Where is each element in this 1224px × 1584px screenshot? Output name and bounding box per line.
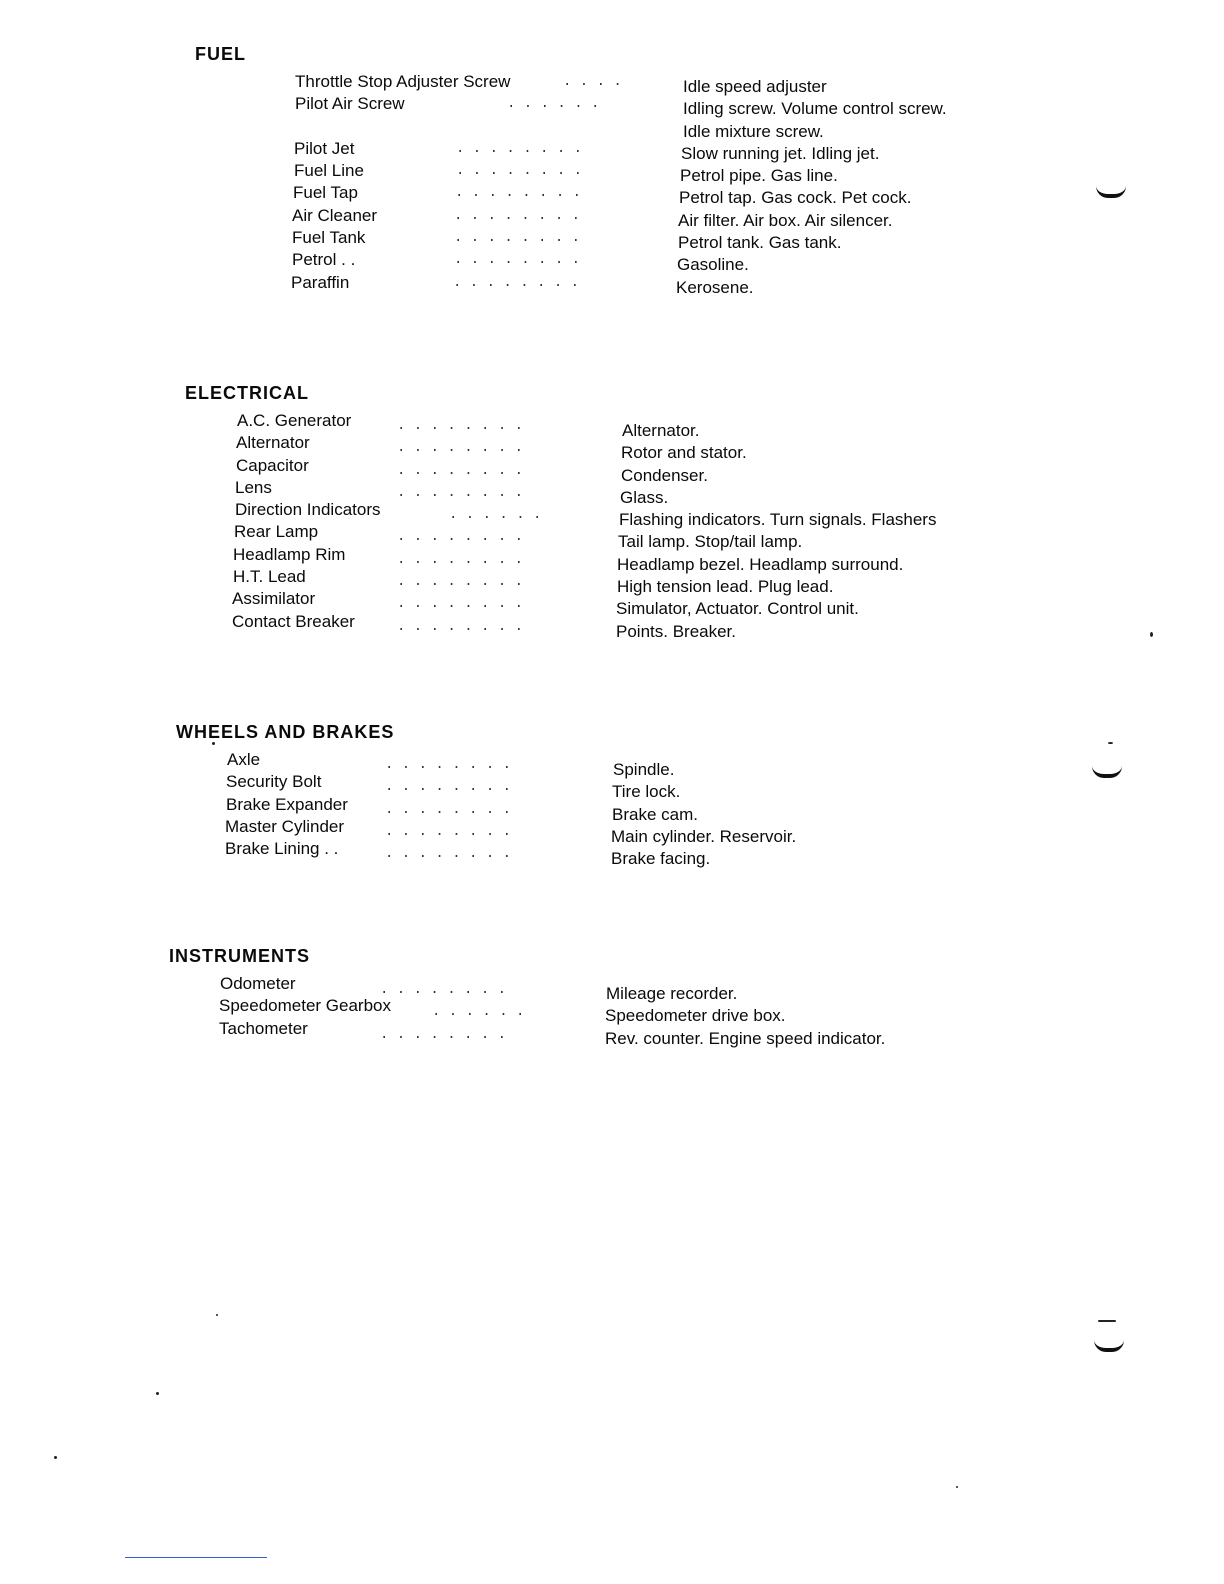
term: Assimilator bbox=[232, 589, 316, 609]
glossary-row bbox=[295, 116, 1065, 141]
term: Capacitor bbox=[236, 455, 309, 475]
glossary-row bbox=[237, 410, 1005, 440]
definition: Petrol pipe. Gas line. bbox=[680, 166, 838, 186]
glossary-row bbox=[226, 794, 996, 824]
glossary-row bbox=[292, 205, 1065, 230]
leader-dots: . . . . . . . . bbox=[397, 462, 524, 479]
glossary-row bbox=[291, 272, 1065, 297]
section-instruments bbox=[169, 946, 989, 1048]
scan-speck bbox=[1098, 1320, 1116, 1322]
term: Fuel Line bbox=[294, 161, 364, 181]
leader-dots: . . . . . . . . bbox=[397, 484, 524, 501]
glossary-row bbox=[234, 521, 1005, 552]
term: Brake Lining . . bbox=[225, 839, 339, 859]
leader-dots: . . . . . . . . bbox=[385, 779, 512, 796]
definition: Main cylinder. Reservoir. bbox=[611, 826, 797, 846]
glossary-row bbox=[227, 749, 996, 779]
term: Tachometer bbox=[219, 1018, 308, 1038]
scan-speck bbox=[156, 1392, 159, 1395]
leader-dots: . . . . . . . . bbox=[397, 551, 524, 568]
definition: Tail lamp. Stop/tail lamp. bbox=[618, 532, 803, 552]
definition: Tire lock. bbox=[612, 782, 681, 802]
scan-speck bbox=[956, 1486, 958, 1488]
term: Air Cleaner bbox=[292, 205, 378, 225]
definition: Simulator, Actuator. Control unit. bbox=[616, 599, 859, 619]
section-heading: INSTRUMENTS bbox=[169, 946, 310, 966]
glossary-row bbox=[295, 93, 1065, 119]
section-heading: WHEELS AND BRAKES bbox=[176, 722, 395, 742]
leader-dots: . . . . bbox=[563, 74, 622, 90]
leader-dots: . . . . . . . . bbox=[397, 440, 524, 457]
glossary-row bbox=[293, 182, 1065, 208]
leader-dots: . . . . . . bbox=[432, 1004, 525, 1021]
definition: Air filter. Air box. Air silencer. bbox=[678, 210, 893, 230]
glossary-row bbox=[219, 995, 989, 1026]
definition: Idle speed adjuster bbox=[683, 77, 827, 96]
definition: Condenser. bbox=[621, 465, 708, 485]
glossary-row bbox=[226, 771, 996, 802]
definition: Petrol tap. Gas cock. Pet cock. bbox=[679, 188, 912, 208]
definition: Flashing indicators. Turn signals. Flashers bbox=[619, 510, 937, 530]
glossary-row bbox=[292, 249, 1065, 275]
definition: Slow running jet. Idling jet. bbox=[681, 143, 880, 163]
term: Odometer bbox=[220, 974, 296, 993]
leader-dots: . . . . . . bbox=[449, 507, 542, 524]
term: Throttle Stop Adjuster Screw bbox=[295, 72, 511, 91]
glossary-row bbox=[220, 973, 989, 1003]
term: Speedometer Gearbox bbox=[219, 996, 391, 1016]
term: Master Cylinder bbox=[225, 816, 345, 836]
binding-mark bbox=[1092, 766, 1122, 778]
definition: Spindle. bbox=[613, 760, 675, 779]
glossary-row bbox=[295, 71, 1065, 96]
definition: Kerosene. bbox=[676, 277, 754, 297]
definition: Petrol tank. Gas tank. bbox=[678, 233, 842, 253]
section-wheels-and-brakes bbox=[176, 722, 996, 869]
leader-dots: . . . . . . . . bbox=[385, 846, 512, 863]
term: Fuel Tap bbox=[293, 183, 358, 203]
electrical-rows bbox=[185, 410, 1005, 641]
definition: Brake facing. bbox=[611, 849, 711, 869]
glossary-row bbox=[235, 477, 1005, 507]
leader-dots: . . . . . . . . bbox=[454, 252, 581, 269]
definition: Brake cam. bbox=[612, 804, 698, 824]
definition: Points. Breaker. bbox=[616, 621, 737, 641]
leader-dots: . . . . . . . . bbox=[385, 801, 512, 818]
glossary-row bbox=[235, 499, 1005, 530]
definition: Rotor and stator. bbox=[621, 443, 747, 463]
definition: Gasoline. bbox=[677, 255, 749, 275]
term: Petrol . . bbox=[292, 250, 356, 270]
definition: Idling screw. Volume control screw. bbox=[683, 99, 947, 119]
glossary-row bbox=[225, 838, 996, 869]
leader-dots: . . . . . . . . bbox=[380, 982, 507, 998]
term: Fuel Tank bbox=[292, 228, 366, 248]
glossary-row bbox=[233, 566, 1005, 597]
term: Axle bbox=[227, 750, 261, 769]
leader-dots: . . . . . . . . bbox=[454, 207, 581, 224]
footer-rule bbox=[125, 1557, 267, 1558]
leader-dots: . . . . . . . . bbox=[385, 757, 512, 773]
term: Pilot Air Screw bbox=[295, 94, 405, 114]
section-electrical bbox=[185, 383, 1005, 641]
wheels-brakes-rows bbox=[176, 749, 996, 869]
glossary-row bbox=[292, 227, 1065, 253]
fuel-rows bbox=[245, 71, 1065, 297]
glossary-row bbox=[225, 816, 996, 846]
term: Headlamp Rim bbox=[233, 544, 346, 564]
section-heading: ELECTRICAL bbox=[185, 383, 309, 403]
definition: Mileage recorder. bbox=[606, 984, 738, 1003]
binding-mark bbox=[1094, 1340, 1124, 1352]
section-fuel bbox=[195, 44, 1015, 297]
leader-dots: . . . . . . . . bbox=[385, 823, 512, 840]
scan-speck bbox=[1108, 742, 1113, 744]
glossary-row bbox=[233, 544, 1005, 574]
leader-dots: . . . . . . . . bbox=[454, 230, 581, 247]
scan-speck bbox=[1150, 632, 1153, 637]
leader-dots: . . . . . . . . bbox=[397, 618, 524, 635]
definition: Rev. counter. Engine speed indicator. bbox=[605, 1028, 886, 1048]
leader-dots: . . . . . . . . bbox=[455, 185, 582, 202]
term: Lens bbox=[235, 477, 272, 497]
leader-dots: . . . . . . bbox=[507, 96, 600, 113]
definition: Headlamp bezel. Headlamp surround. bbox=[617, 554, 904, 574]
term: Security Bolt bbox=[226, 772, 322, 792]
term: Brake Expander bbox=[226, 794, 348, 814]
term: A.C. Generator bbox=[237, 411, 352, 430]
leader-dots: . . . . . . . . bbox=[453, 274, 580, 291]
term: Alternator bbox=[236, 433, 310, 453]
scan-speck bbox=[216, 1314, 218, 1316]
definition: Alternator. bbox=[622, 421, 700, 440]
section-heading: FUEL bbox=[195, 44, 246, 64]
glossary-row bbox=[232, 611, 1005, 641]
term: Paraffin bbox=[291, 272, 350, 292]
scan-speck bbox=[54, 1456, 57, 1459]
term: Rear Lamp bbox=[234, 522, 319, 542]
term: Pilot Jet bbox=[294, 138, 355, 158]
term: Contact Breaker bbox=[232, 611, 355, 631]
glossary-row bbox=[294, 160, 1065, 186]
glossary-row bbox=[294, 138, 1065, 163]
leader-dots: . . . . . . . . bbox=[456, 140, 583, 157]
scan-speck bbox=[212, 742, 215, 745]
definition: Idle mixture screw. bbox=[683, 121, 824, 141]
definition: Glass. bbox=[620, 487, 669, 507]
leader-dots: . . . . . . . . bbox=[397, 418, 524, 434]
term: Direction Indicators bbox=[235, 500, 381, 520]
glossary-row bbox=[232, 588, 1005, 619]
glossary-row bbox=[236, 455, 1005, 485]
instruments-rows bbox=[169, 973, 989, 1048]
term: H.T. Lead bbox=[233, 567, 306, 587]
glossary-row bbox=[236, 432, 1005, 463]
glossary-row bbox=[219, 1018, 989, 1048]
leader-dots: . . . . . . . . bbox=[456, 163, 583, 180]
leader-dots: . . . . . . . . bbox=[397, 596, 524, 613]
binding-mark bbox=[1096, 186, 1126, 198]
leader-dots: . . . . . . . . bbox=[397, 574, 524, 591]
definition: High tension lead. Plug lead. bbox=[617, 577, 834, 597]
definition: Speedometer drive box. bbox=[605, 1006, 786, 1026]
leader-dots: . . . . . . . . bbox=[397, 529, 524, 546]
leader-dots: . . . . . . . . bbox=[380, 1026, 507, 1043]
